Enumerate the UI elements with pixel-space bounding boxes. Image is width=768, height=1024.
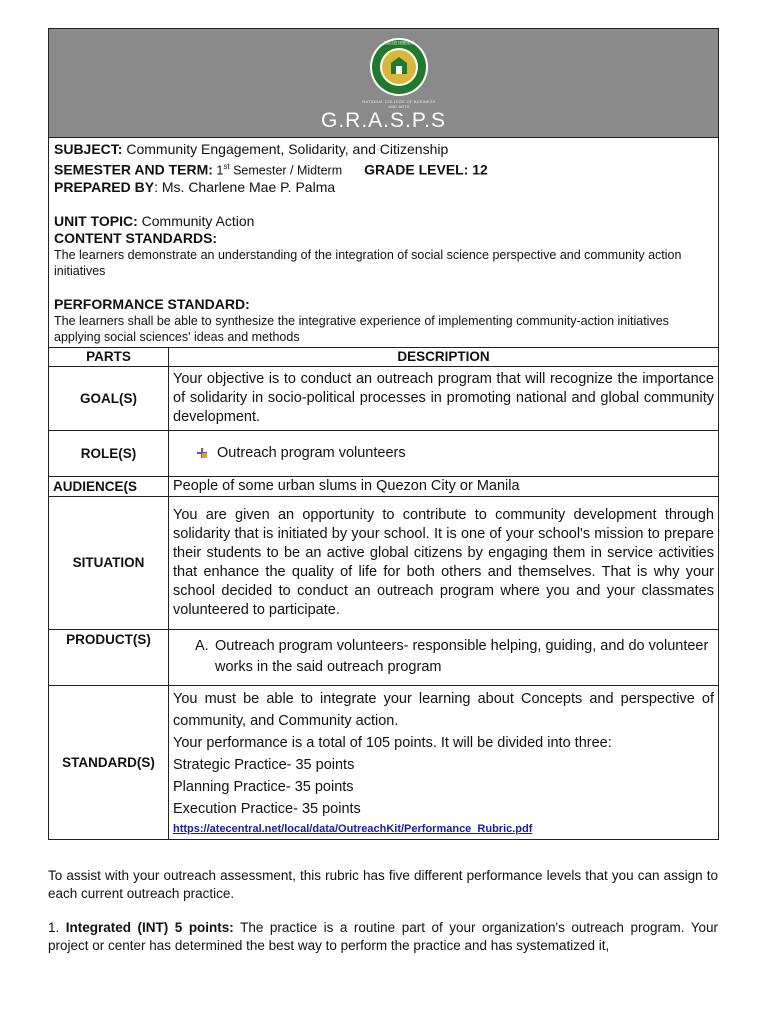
- standard-line-5: Execution Practice- 35 points: [173, 800, 361, 817]
- column-header-parts: PARTS: [49, 347, 169, 366]
- performance-standard-text: The learners shall be able to synthesize the integrative experience of implementing community-action initiatives applying social sciences' ideas and methods: [54, 313, 669, 344]
- semester-value-post: Semester / Midterm: [229, 163, 343, 178]
- grade-value: 12: [468, 161, 488, 178]
- item1-number: 1.: [48, 920, 66, 935]
- subject-value: Community Engagement, Solidarity, and Citizenship: [122, 141, 449, 157]
- semester-line: [54, 158, 714, 179]
- bullet-icon: [197, 448, 207, 458]
- goal-label: GOAL(S): [49, 366, 169, 430]
- semester-label: SEMESTER AND TERM:: [54, 161, 213, 178]
- role-label: ROLE(S): [49, 430, 169, 476]
- audience-text: People of some urban slums in Quezon City or Manila: [169, 476, 719, 496]
- grasps-table: [48, 28, 719, 840]
- item1-label: Integrated (INT) 5 points:: [65, 920, 234, 935]
- rubric-item-1: [48, 919, 718, 955]
- page-title: G.R.A.S.P.S: [321, 109, 446, 132]
- prepared-line: [54, 179, 714, 196]
- product-label: PRODUCT(S): [49, 629, 169, 685]
- grasps-document: [48, 28, 718, 840]
- rubric-intro-text: To assist with your outreach assessment, this rubric has five different performance levels that you can assign to each current outreach practice.: [48, 868, 718, 901]
- product-text: Outreach program volunteers- responsible helping, guiding, and do volunteer works in the said outreach program: [215, 638, 709, 676]
- unit-value: Community Action: [137, 212, 255, 229]
- product-marker: A.: [195, 638, 209, 655]
- prepared-label: PREPARED BY: [54, 178, 155, 195]
- semester-value-pre: 1: [212, 163, 224, 178]
- standard-cell: [169, 685, 719, 839]
- unit-label: UNIT TOPIC:: [54, 212, 138, 229]
- situation-text: You are given an opportunity to contribute to community development through solidarity that is initiated by your school. It is one of your school's mission to prepare their students to be an active global citizens by engaging them in service activities that enhance the quality of life for both others and themselves. That is why your school decided to conduct an outreach program where you and your classmates volunteered to participate.: [169, 496, 719, 629]
- standard-line-4: Planning Practice- 35 points: [173, 778, 354, 795]
- standard-line-1: You must be able to integrate your learning about Concepts and perspective of community, and Community action.: [173, 690, 714, 729]
- subject-label: SUBJECT:: [54, 141, 123, 157]
- performance-standard-label: PERFORMANCE STANDARD:: [54, 295, 250, 312]
- goal-text: Your objective is to conduct an outreach program that will recognize the importance of solidarity in socio-political processes in promoting national and global community development.: [169, 366, 719, 430]
- course-info: [49, 138, 719, 348]
- item1-text: The practice is a routine part of your organization's outreach program. Your project or center has determined the best way to perform the practice and has systematized it,: [48, 920, 719, 953]
- unit-line: [54, 213, 714, 230]
- rubric-intro-section: [48, 867, 718, 971]
- situation-label: SITUATION: [49, 496, 169, 629]
- product-cell: [169, 629, 719, 685]
- role-cell: [169, 430, 719, 476]
- content-standards-label: CONTENT STANDARDS:: [54, 229, 218, 246]
- prepared-value: : Ms. Charlene Mae P. Palma: [154, 178, 336, 195]
- role-text: Outreach program volunteers: [217, 444, 406, 461]
- standard-label: STANDARD(S): [49, 685, 169, 839]
- semester-sup: st: [223, 162, 230, 171]
- subject-line: [54, 141, 714, 158]
- school-seal-icon: [369, 37, 429, 97]
- seal-caption: NATIONAL COLLEGE OF BUSINESS AND ARTS: [362, 99, 436, 109]
- grade-label: GRADE LEVEL:: [364, 161, 469, 178]
- content-standards-text: The learners demonstrate an understanding of the integration of social science perspective and community action initiatives: [54, 247, 682, 278]
- rubric-link[interactable]: https://atecentral.net/local/data/OutreachKit/Performance_Rubric.pdf: [173, 822, 533, 835]
- standard-line-3: Strategic Practice- 35 points: [173, 756, 355, 773]
- standard-line-2: Your performance is a total of 105 points. It will be divided into three:: [173, 734, 612, 751]
- column-header-description: DESCRIPTION: [169, 347, 719, 366]
- seal-lettering: NATIONAL COLLEGE OF BUSINESS AND ARTS: [384, 40, 415, 46]
- header-banner: [49, 29, 719, 138]
- audience-label: AUDIENCE(S: [49, 476, 169, 496]
